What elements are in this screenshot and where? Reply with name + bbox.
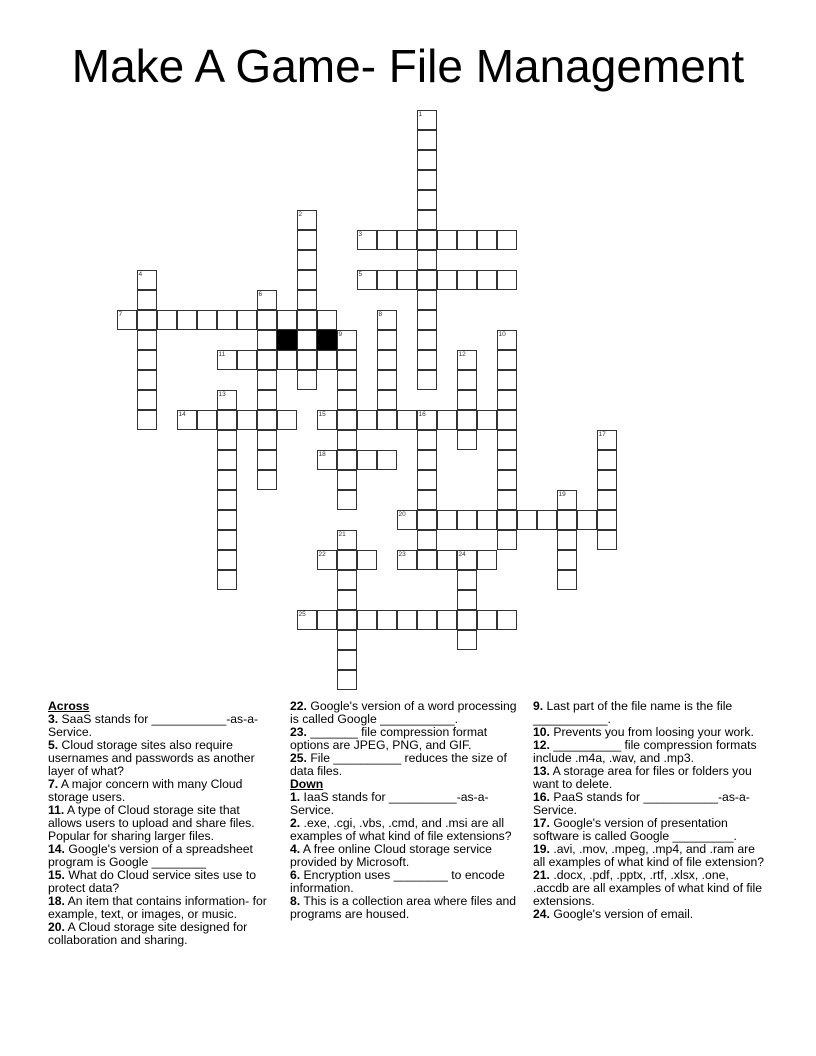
grid-cell[interactable] xyxy=(417,130,437,150)
grid-cell[interactable] xyxy=(177,410,197,430)
clue-number: 24 xyxy=(458,550,466,558)
grid-cell[interactable] xyxy=(377,610,397,630)
clue-number: 10 xyxy=(498,330,506,338)
grid-cell[interactable] xyxy=(417,210,437,230)
grid-cell[interactable] xyxy=(457,410,477,430)
black-cell xyxy=(317,330,337,350)
grid-cell[interactable] xyxy=(337,550,357,570)
grid-cell[interactable] xyxy=(497,350,517,370)
grid-cell[interactable] xyxy=(337,590,357,610)
clue-down-17: 17. Google's version of presentation software is called Google _________. xyxy=(533,816,737,843)
black-cell xyxy=(277,330,297,350)
clue-number: 13 xyxy=(218,390,226,398)
grid-cell[interactable] xyxy=(597,510,617,530)
grid-cell[interactable] xyxy=(537,510,557,530)
grid-cell[interactable] xyxy=(497,410,517,430)
grid-cell[interactable] xyxy=(337,390,357,410)
grid-cell[interactable] xyxy=(417,150,437,170)
grid-cell[interactable] xyxy=(417,270,437,290)
clue-down-10: 10. Prevents you from loosing your work. xyxy=(533,725,754,739)
grid-cell[interactable] xyxy=(497,430,517,450)
grid-cell[interactable] xyxy=(137,270,157,290)
grid-cell[interactable] xyxy=(137,370,157,390)
grid-cell[interactable] xyxy=(357,550,377,570)
grid-cell[interactable] xyxy=(357,450,377,470)
clue-down-6: 6. Encryption uses ________ to encode information. xyxy=(290,868,505,895)
grid-cell[interactable] xyxy=(257,430,277,450)
clue-down-8: 8. This is a collection area where files and programs are housed. xyxy=(290,894,517,921)
grid-cell[interactable] xyxy=(477,510,497,530)
puzzle-title: Make A Game- File Management xyxy=(71,40,745,92)
grid-cell[interactable] xyxy=(317,310,337,330)
clue-number: 11 xyxy=(218,350,226,358)
across-heading: Across xyxy=(48,699,90,713)
grid-cell[interactable] xyxy=(457,570,477,590)
grid-cell[interactable] xyxy=(437,610,457,630)
grid-cell[interactable] xyxy=(137,290,157,310)
grid-cell[interactable] xyxy=(337,570,357,590)
grid-cell[interactable] xyxy=(437,410,457,430)
clue-number: 6 xyxy=(258,290,263,298)
grid-cell[interactable] xyxy=(337,430,357,450)
grid-cell[interactable] xyxy=(257,350,277,370)
grid-cell[interactable] xyxy=(337,490,357,510)
grid-cell[interactable] xyxy=(417,550,437,570)
grid-cell[interactable] xyxy=(317,350,337,370)
clue-across-18: 18. An item that contains information- for example, text, or images, or music. xyxy=(48,894,267,921)
grid-cell[interactable] xyxy=(457,510,477,530)
grid-cell[interactable] xyxy=(397,410,417,430)
grid-cell[interactable] xyxy=(197,310,217,330)
grid-cell[interactable] xyxy=(497,370,517,390)
grid-cell[interactable] xyxy=(357,610,377,630)
grid-cell[interactable] xyxy=(557,570,577,590)
grid-cell[interactable] xyxy=(497,510,517,530)
grid-cell[interactable] xyxy=(377,390,397,410)
grid-cell[interactable] xyxy=(577,510,597,530)
grid-cell[interactable] xyxy=(457,390,477,410)
grid-cell[interactable] xyxy=(197,410,217,430)
grid-cell[interactable] xyxy=(257,470,277,490)
grid-cell[interactable] xyxy=(297,610,317,630)
grid-cell[interactable] xyxy=(297,350,317,370)
clue-across-20: 20. A Cloud storage site designed for collaboration and sharing. xyxy=(48,920,248,947)
clue-number: 5 xyxy=(358,270,363,278)
grid-cell[interactable] xyxy=(357,410,377,430)
clue-down-16: 16. PaaS stands for ___________-as-a-Service. xyxy=(533,790,750,817)
grid-cell[interactable] xyxy=(457,550,477,570)
grid-cell[interactable] xyxy=(377,330,397,350)
clue-down-2: 2. .exe, .cgi, .vbs, .cmd, and .msi are all examples of what kind of file extensions? xyxy=(290,816,512,843)
grid-cell[interactable] xyxy=(257,410,277,430)
grid-cell[interactable] xyxy=(357,230,377,250)
grid-cell[interactable] xyxy=(337,670,357,690)
grid-cell[interactable] xyxy=(217,390,237,410)
grid-cell[interactable] xyxy=(177,310,197,330)
grid-cell[interactable] xyxy=(437,550,457,570)
grid-cell[interactable] xyxy=(497,490,517,510)
clue-number: 2 xyxy=(298,210,303,218)
grid-cell[interactable] xyxy=(337,370,357,390)
grid-cell[interactable] xyxy=(557,510,577,530)
grid-cell[interactable] xyxy=(277,410,297,430)
clue-number: 1 xyxy=(418,110,423,118)
grid-cell[interactable] xyxy=(337,630,357,650)
grid-cell[interactable] xyxy=(497,610,517,630)
grid-cell[interactable] xyxy=(377,270,397,290)
grid-cell[interactable] xyxy=(437,270,457,290)
grid-cell[interactable] xyxy=(477,410,497,430)
clue-number: 14 xyxy=(178,410,186,418)
grid-cell[interactable] xyxy=(397,510,417,530)
clue-down-24: 24. Google's version of email. xyxy=(533,907,694,921)
grid-cell[interactable] xyxy=(497,530,517,550)
grid-cell[interactable] xyxy=(497,230,517,250)
clue-number: 3 xyxy=(358,230,363,238)
grid-cell[interactable] xyxy=(457,270,477,290)
grid-cell[interactable] xyxy=(497,330,517,350)
grid-cell[interactable] xyxy=(137,390,157,410)
grid-cell[interactable] xyxy=(337,470,357,490)
grid-cell[interactable] xyxy=(217,550,237,570)
crossword-grid xyxy=(117,110,637,710)
grid-cell[interactable] xyxy=(337,450,357,470)
clue-across-11: 11. A type of Cloud storage site that allows users to upload and share files. Popular for sharing larger files. xyxy=(48,803,255,843)
grid-cell[interactable] xyxy=(417,170,437,190)
grid-cell[interactable] xyxy=(597,490,617,510)
grid-cell[interactable] xyxy=(417,190,437,210)
grid-cell[interactable] xyxy=(317,410,337,430)
grid-cell[interactable] xyxy=(417,470,437,490)
grid-cell[interactable] xyxy=(317,450,337,470)
grid-cell[interactable] xyxy=(417,110,437,130)
grid-cell[interactable] xyxy=(257,290,277,310)
grid-cell[interactable] xyxy=(397,610,417,630)
grid-cell[interactable] xyxy=(217,410,237,430)
clues-column-1 xyxy=(48,700,276,947)
grid-cell[interactable] xyxy=(237,310,257,330)
grid-cell[interactable] xyxy=(497,450,517,470)
clue-across-25: 25. File __________ reduces the size of data files. xyxy=(290,751,507,778)
clue-number: 16 xyxy=(418,410,426,418)
grid-cell[interactable] xyxy=(137,410,157,430)
grid-cell[interactable] xyxy=(457,430,477,450)
grid-cell[interactable] xyxy=(217,350,237,370)
grid-cell[interactable] xyxy=(597,470,617,490)
grid-cell[interactable] xyxy=(317,550,337,570)
grid-cell[interactable] xyxy=(457,350,477,370)
grid-cell[interactable] xyxy=(417,510,437,530)
grid-cell[interactable] xyxy=(217,510,237,530)
grid-cell[interactable] xyxy=(257,330,277,350)
grid-cell[interactable] xyxy=(397,230,417,250)
clue-down-12: 12. __________ file compression formats include .m4a, .wav, and .mp3. xyxy=(533,738,757,765)
clue-number: 15 xyxy=(318,410,326,418)
grid-cell[interactable] xyxy=(557,530,577,550)
clue-number: 25 xyxy=(298,610,306,618)
clue-number: 9 xyxy=(338,330,343,338)
grid-cell[interactable] xyxy=(417,410,437,430)
clue-across-7: 7. A major concern with many Cloud storage users. xyxy=(48,777,243,804)
grid-cell[interactable] xyxy=(117,310,137,330)
down-heading: Down xyxy=(290,777,324,791)
grid-cell[interactable] xyxy=(357,270,377,290)
grid-cell[interactable] xyxy=(217,450,237,470)
grid-cell[interactable] xyxy=(297,210,317,230)
clue-across-14: 14. Google's version of a spreadsheet program is Google ________ xyxy=(48,842,253,869)
grid-cell[interactable] xyxy=(557,490,577,510)
grid-cell[interactable] xyxy=(437,230,457,250)
grid-cell[interactable] xyxy=(377,230,397,250)
grid-cell[interactable] xyxy=(457,230,477,250)
grid-cell[interactable] xyxy=(497,390,517,410)
clue-number: 21 xyxy=(338,530,346,538)
grid-cell[interactable] xyxy=(337,530,357,550)
grid-cell[interactable] xyxy=(257,310,277,330)
grid-cell[interactable] xyxy=(297,270,317,290)
grid-cell[interactable] xyxy=(297,370,317,390)
grid-cell[interactable] xyxy=(217,570,237,590)
clue-number: 19 xyxy=(558,490,566,498)
clue-across-22: 22. Google's version of a word processing is called Google ___________. xyxy=(290,699,517,726)
grid-cell[interactable] xyxy=(497,470,517,490)
clue-number: 23 xyxy=(398,550,406,558)
clue-number: 12 xyxy=(458,350,466,358)
grid-cell[interactable] xyxy=(137,350,157,370)
grid-cell[interactable] xyxy=(217,430,237,450)
grid-cell[interactable] xyxy=(337,350,357,370)
grid-cell[interactable] xyxy=(237,350,257,370)
grid-cell[interactable] xyxy=(417,370,437,390)
grid-cell[interactable] xyxy=(417,610,437,630)
grid-cell[interactable] xyxy=(217,310,237,330)
grid-cell[interactable] xyxy=(157,310,177,330)
grid-cell[interactable] xyxy=(257,450,277,470)
grid-cell[interactable] xyxy=(497,270,517,290)
grid-cell[interactable] xyxy=(297,310,317,330)
grid-cell[interactable] xyxy=(277,310,297,330)
clue-number: 20 xyxy=(398,510,406,518)
grid-cell[interactable] xyxy=(137,310,157,330)
grid-cell[interactable] xyxy=(337,410,357,430)
clue-number: 8 xyxy=(378,310,383,318)
grid-cell[interactable] xyxy=(217,470,237,490)
grid-cell[interactable] xyxy=(377,450,397,470)
grid-cell[interactable] xyxy=(457,590,477,610)
grid-cell[interactable] xyxy=(417,530,437,550)
grid-cell[interactable] xyxy=(417,430,437,450)
clue-number: 4 xyxy=(138,270,143,278)
grid-cell[interactable] xyxy=(317,610,337,630)
clue-down-19: 19. .avi, .mov, .mpeg, .mp4, and .ram are all examples of what kind of file extension? xyxy=(533,842,765,869)
grid-cell[interactable] xyxy=(597,450,617,470)
grid-cell[interactable] xyxy=(457,610,477,630)
grid-cell[interactable] xyxy=(517,510,537,530)
grid-cell[interactable] xyxy=(337,650,357,670)
clue-down-1: 1. IaaS stands for __________-as-a-Service. xyxy=(290,790,489,817)
grid-cell[interactable] xyxy=(257,390,277,410)
grid-cell[interactable] xyxy=(477,550,497,570)
grid-cell[interactable] xyxy=(417,490,437,510)
clue-number: 18 xyxy=(318,450,326,458)
grid-cell[interactable] xyxy=(417,290,437,310)
clue-number: 7 xyxy=(118,310,123,318)
grid-cell[interactable] xyxy=(377,410,397,430)
clue-across-15: 15. What do Cloud service sites use to protect data? xyxy=(48,868,256,895)
clue-down-9: 9. Last part of the file name is the file ___________. xyxy=(533,699,733,726)
grid-cell[interactable] xyxy=(377,370,397,390)
clue-down-13: 13. A storage area for files or folders you want to delete. xyxy=(533,764,752,791)
clue-down-4: 4. A free online Cloud storage service provided by Microsoft. xyxy=(290,842,492,869)
grid-cell[interactable] xyxy=(417,450,437,470)
grid-cell[interactable] xyxy=(377,350,397,370)
grid-cell[interactable] xyxy=(597,430,617,450)
grid-cell[interactable] xyxy=(297,230,317,250)
grid-cell[interactable] xyxy=(477,230,497,250)
grid-cell[interactable] xyxy=(277,350,297,370)
grid-cell[interactable] xyxy=(457,630,477,650)
grid-cell[interactable] xyxy=(297,250,317,270)
grid-cell[interactable] xyxy=(417,350,437,370)
grid-cell[interactable] xyxy=(557,550,577,570)
grid-cell[interactable] xyxy=(477,610,497,630)
clue-across-3: 3. SaaS stands for ___________-as-a-Service. xyxy=(48,712,259,739)
grid-cell[interactable] xyxy=(377,310,397,330)
grid-cell[interactable] xyxy=(257,370,277,390)
grid-cell[interactable] xyxy=(237,410,257,430)
grid-cell[interactable] xyxy=(417,250,437,270)
grid-cell[interactable] xyxy=(417,330,437,350)
grid-cell[interactable] xyxy=(337,610,357,630)
grid-cell[interactable] xyxy=(457,370,477,390)
grid-cell[interactable] xyxy=(477,270,497,290)
clues-column-2 xyxy=(290,700,518,921)
clues-column-3 xyxy=(533,700,765,921)
clue-number: 17 xyxy=(598,430,606,438)
clue-down-21: 21. .docx, .pdf, .pptx, .rtf, .xlsx, .one, .accdb are all examples of what kind of file extensions. xyxy=(533,868,762,908)
grid-cell[interactable] xyxy=(217,490,237,510)
grid-cell[interactable] xyxy=(397,550,417,570)
grid-cell[interactable] xyxy=(217,530,237,550)
clue-across-5: 5. Cloud storage sites also require usernames and passwords as another layer of what? xyxy=(48,738,255,778)
grid-cell[interactable] xyxy=(297,330,317,350)
grid-cell[interactable] xyxy=(437,510,457,530)
grid-cell[interactable] xyxy=(417,310,437,330)
grid-cell[interactable] xyxy=(297,290,317,310)
grid-cell[interactable] xyxy=(417,230,437,250)
grid-cell[interactable] xyxy=(137,330,157,350)
clue-across-23: 23. _______ file compression format options are JPEG, PNG, and GIF. xyxy=(290,725,488,752)
clue-number: 22 xyxy=(318,550,326,558)
grid-cell[interactable] xyxy=(337,330,357,350)
grid-cell[interactable] xyxy=(397,270,417,290)
grid-cell[interactable] xyxy=(597,530,617,550)
